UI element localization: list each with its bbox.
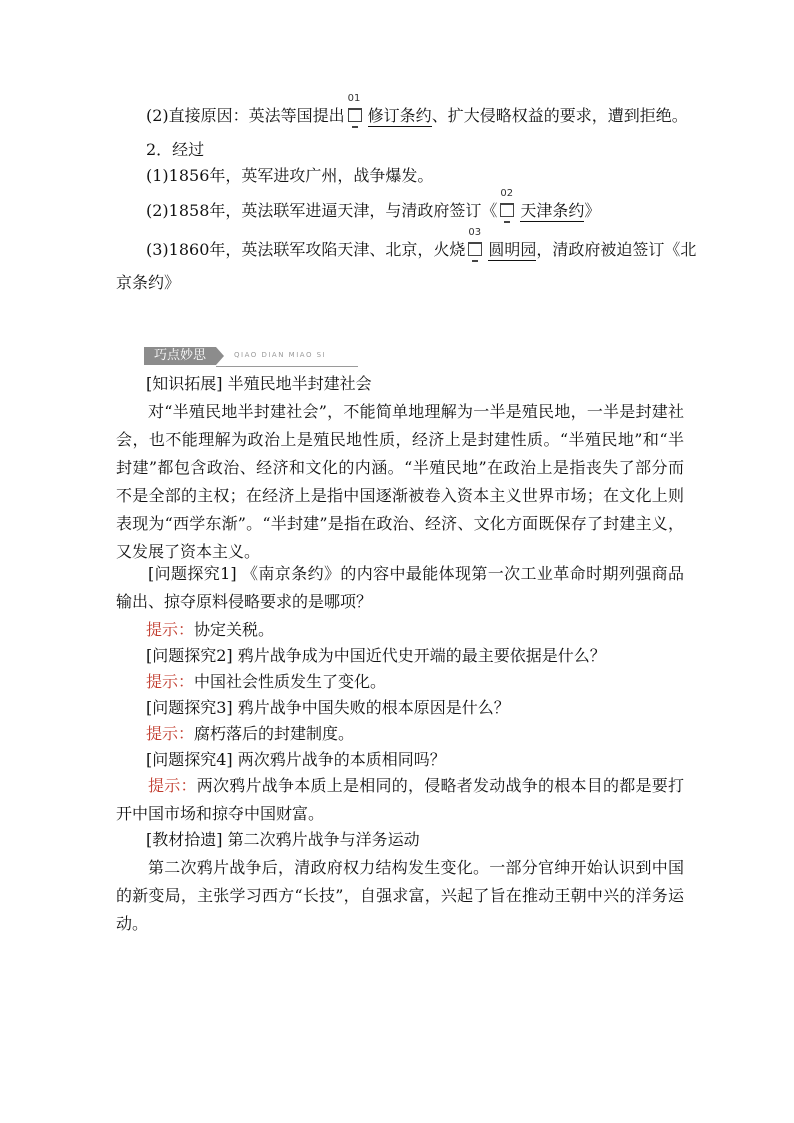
- process-item-3-prefix: (3)1860年，英法联军攻陷天津、北京，火烧: [146, 240, 466, 259]
- hint-label: 提示：: [146, 672, 195, 691]
- hint-label: 提示：: [146, 724, 195, 743]
- knowledge-body: 对“半殖民地半封建社会”，不能简单地理解为一半是殖民地，一半是封建社会，也不能理解为政治上是殖民地性质，经济上是封建性质。“半殖民地”和“半封建”都包含政治、经济和文化的内涵。“半殖民地”在政治上是指丧失了部分而不是全部的主权；在经济上是指中国逐渐被卷入资本主义世界市场；在文化上则表现为“西学东渐”。“半封建”是指在政治、经济、文化方面既保存了封建主义，又发展了资本主义。: [116, 402, 684, 561]
- hint-label: 提示：: [146, 620, 195, 639]
- process-item-2-prefix: (2)1858年，英法联军进逼天津，与清政府签订《: [146, 201, 498, 220]
- cause-prefix: (2)直接原因：英法等国提出: [146, 106, 345, 125]
- marker-number: 03: [468, 227, 482, 238]
- banner-pinyin: QIAO DIAN MIAO SI: [234, 351, 327, 359]
- marker-number: 02: [500, 188, 514, 199]
- hint-answer: 腐朽落后的封建制度。: [194, 724, 355, 743]
- question-3: [146, 698, 510, 718]
- knowledge-title: 半殖民地半封建社会: [227, 374, 372, 393]
- hint-label: 提示：: [148, 776, 197, 795]
- process-item-3-suffix: ，清政府被迫签订《北: [536, 240, 697, 259]
- question-text: 鸦片战争中国失败的根本原因是什么？: [237, 698, 510, 717]
- question-tag: [问题探究4]: [146, 750, 233, 769]
- process-item-3: [146, 227, 697, 260]
- question-text: 《南京条约》的内容中最能体现第一次工业革命时期列强商品输出、掠夺原料侵略要求的是哪项？: [116, 564, 684, 611]
- answer-3: [146, 724, 354, 744]
- question-tag: [问题探究1]: [148, 564, 237, 583]
- process-item-2: [146, 188, 601, 221]
- hint-answer: 中国社会性质发生了变化。: [194, 672, 387, 691]
- textbook-title: 第二次鸦片战争与洋务运动: [227, 830, 420, 849]
- process-item-2-suffix: 》: [584, 201, 601, 220]
- textbook-tag: [教材拾遗]: [146, 830, 223, 849]
- textbook-body: 第二次鸦片战争后，清政府权力结构发生变化。一部分官绅开始认识到中国的新变局，主张学习西方“长技”，自强求富，兴起了旨在推动王朝中兴的洋务运动。: [116, 858, 684, 933]
- question-tag: [问题探究3]: [146, 698, 233, 717]
- marker-number: 01: [347, 93, 361, 104]
- blank-marker-icon: [467, 227, 485, 258]
- answer-4: [116, 772, 684, 828]
- textbook-heading: [146, 830, 420, 850]
- process-item-3-cont: 京条约》: [116, 273, 181, 292]
- process-heading: 2．经过: [146, 140, 205, 159]
- hint-answer: 两次鸦片战争本质上是相同的，侵略者发动战争的根本目的都是要打开中国市场和掠夺中国财富。: [116, 776, 684, 823]
- hint-answer: 协定关税。: [194, 620, 275, 639]
- answer-2: [146, 672, 386, 692]
- fill-blank-answer: 修订条约: [367, 106, 432, 125]
- process-item-1: (1)1856年，英军进攻广州，战争爆发。: [146, 166, 434, 185]
- blank-marker-icon: [347, 93, 365, 124]
- answer-1: [146, 620, 274, 640]
- section-banner: [144, 345, 358, 367]
- question-tag: [问题探究2]: [146, 646, 233, 665]
- question-text: 两次鸦片战争的本质相同吗？: [237, 750, 446, 769]
- cause-suffix: 、扩大侵略权益的要求，遭到拒绝。: [431, 106, 688, 125]
- fill-blank-answer: 天津条约: [520, 201, 585, 220]
- banner-label: 巧点妙思: [144, 347, 216, 365]
- question-2: [146, 646, 606, 666]
- question-text: 鸦片战争成为中国近代史开端的最主要依据是什么？: [237, 646, 606, 665]
- cause-line: [146, 93, 688, 126]
- banner-rule: [216, 366, 358, 367]
- knowledge-heading: [146, 374, 372, 394]
- knowledge-tag: [知识拓展]: [146, 374, 223, 393]
- blank-marker-icon: [499, 188, 517, 219]
- question-4: [146, 750, 446, 770]
- fill-blank-answer: 圆明园: [488, 240, 537, 259]
- question-1: [116, 560, 684, 616]
